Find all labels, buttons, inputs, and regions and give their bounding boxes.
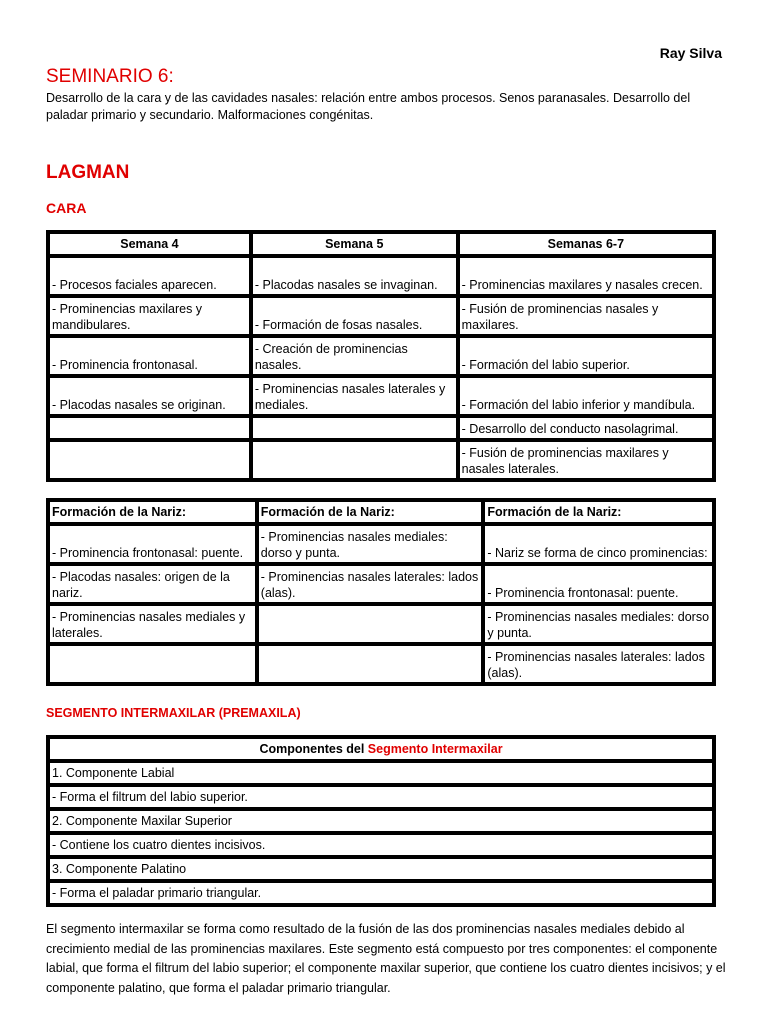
table-header-cell: Semana 5 (251, 232, 458, 256)
table-row (48, 440, 714, 480)
segment-paragraph: El segmento intermaxilar se forma como resultado de la fusión de las dos prominencias nasales mediales debido al crecimiento medial de las prominencias maxilares. Este segmento está compuesto por tres componentes: el componente labial, que forma el filtrum del labio superior; el componente maxilar superior, que contiene los cuatro dientes incisivos; y el componente palatino, que forma el paladar primario triangular. (46, 922, 726, 995)
table-cell: - Prominencias maxilares y mandibulares. (48, 296, 251, 336)
table-cell: - Fusión de prominencias nasales y maxilares. (458, 296, 714, 336)
seminar-description: Desarrollo de la cara y de las cavidades nasales: relación entre ambos procesos. Senos paranasales. Desarrollo del paladar primario y secundario. Malformaciones congénitas. (46, 91, 691, 122)
table-row (48, 604, 714, 644)
table-cell: - Forma el paladar primario triangular. (48, 881, 714, 905)
table-cell: - Formación del labio inferior y mandíbula. (458, 376, 714, 416)
table-row (48, 256, 714, 296)
table-row (48, 644, 714, 684)
table-cell: - Prominencias nasales laterales y mediales. (251, 376, 458, 416)
table-cell: - Formación de fosas nasales. (251, 296, 458, 336)
table-row (48, 336, 714, 376)
table-row (48, 376, 714, 416)
table-cell: - Fusión de prominencias maxilares y nasales laterales. (458, 440, 714, 480)
table-header-cell: Formación de la Nariz: (483, 500, 714, 524)
table-cell: - Placodas nasales: origen de la nariz. (48, 564, 257, 604)
table-cell: - Placodas nasales se originan. (48, 376, 251, 416)
nariz-table (46, 498, 716, 686)
table-cell (251, 416, 458, 440)
table-header-row (48, 737, 714, 761)
table-cell: - Prominencias nasales laterales: lados (alas). (483, 644, 714, 684)
table-cell: - Prominencias nasales mediales: dorso y punta. (257, 524, 484, 564)
table-cell: - Prominencias maxilares y nasales crecen. (458, 256, 714, 296)
table-cell: - Placodas nasales se invaginan. (251, 256, 458, 296)
table-cell: 2. Componente Maxilar Superior (48, 809, 714, 833)
table-row (48, 785, 714, 809)
table-cell: - Contiene los cuatro dientes incisivos. (48, 833, 714, 857)
table-cell: - Desarrollo del conducto nasolagrimal. (458, 416, 714, 440)
table-cell: - Prominencia frontonasal: puente. (48, 524, 257, 564)
segment-heading: SEGMENTO INTERMAXILAR (PREMAXILA) (46, 706, 301, 720)
table-row (48, 296, 714, 336)
table-header-row (48, 232, 714, 256)
table-cell: 1. Componente Labial (48, 761, 714, 785)
table-cell: - Prominencia frontonasal. (48, 336, 251, 376)
table-row (48, 857, 714, 881)
table-row (48, 564, 714, 604)
table-cell: 3. Componente Palatino (48, 857, 714, 881)
table-cell (48, 644, 257, 684)
table-cell: - Formación del labio superior. (458, 336, 714, 376)
table-row (48, 761, 714, 785)
table-row (48, 524, 714, 564)
table-row (48, 809, 714, 833)
table-cell: - Prominencias nasales mediales: dorso y punta. (483, 604, 714, 644)
table-cell: - Procesos faciales aparecen. (48, 256, 251, 296)
author-name: Ray Silva (659, 45, 722, 61)
table-cell (48, 416, 251, 440)
segment-table (46, 735, 716, 907)
table-header-cell: Formación de la Nariz: (257, 500, 484, 524)
table-header-row (48, 500, 714, 524)
seminar-title: SEMINARIO 6: (46, 66, 174, 87)
cara-table (46, 230, 716, 482)
table-header-cell: Formación de la Nariz: (48, 500, 257, 524)
table-header-highlight: Segmento Intermaxilar (367, 742, 503, 756)
table-cell: - Nariz se forma de cinco prominencias: (483, 524, 714, 564)
table-cell: - Prominencias nasales mediales y laterales. (48, 604, 257, 644)
table-row (48, 416, 714, 440)
table-cell (257, 644, 484, 684)
table-row (48, 833, 714, 857)
table-header-cell: Semanas 6-7 (458, 232, 714, 256)
table-header-cell (48, 737, 714, 761)
table-cell: - Forma el filtrum del labio superior. (48, 785, 714, 809)
table-cell: - Creación de prominencias nasales. (251, 336, 458, 376)
table-cell: - Prominencias nasales laterales: lados (alas). (257, 564, 484, 604)
table-row (48, 881, 714, 905)
table-cell: - Prominencia frontonasal: puente. (483, 564, 714, 604)
table-header-cell: Semana 4 (48, 232, 251, 256)
table-cell (251, 440, 458, 480)
table-header-prefix: Componentes del (259, 742, 365, 756)
section-subtitle: CARA (46, 200, 87, 216)
table-cell (257, 604, 484, 644)
section-title: LAGMAN (46, 162, 130, 183)
table-cell (48, 440, 251, 480)
